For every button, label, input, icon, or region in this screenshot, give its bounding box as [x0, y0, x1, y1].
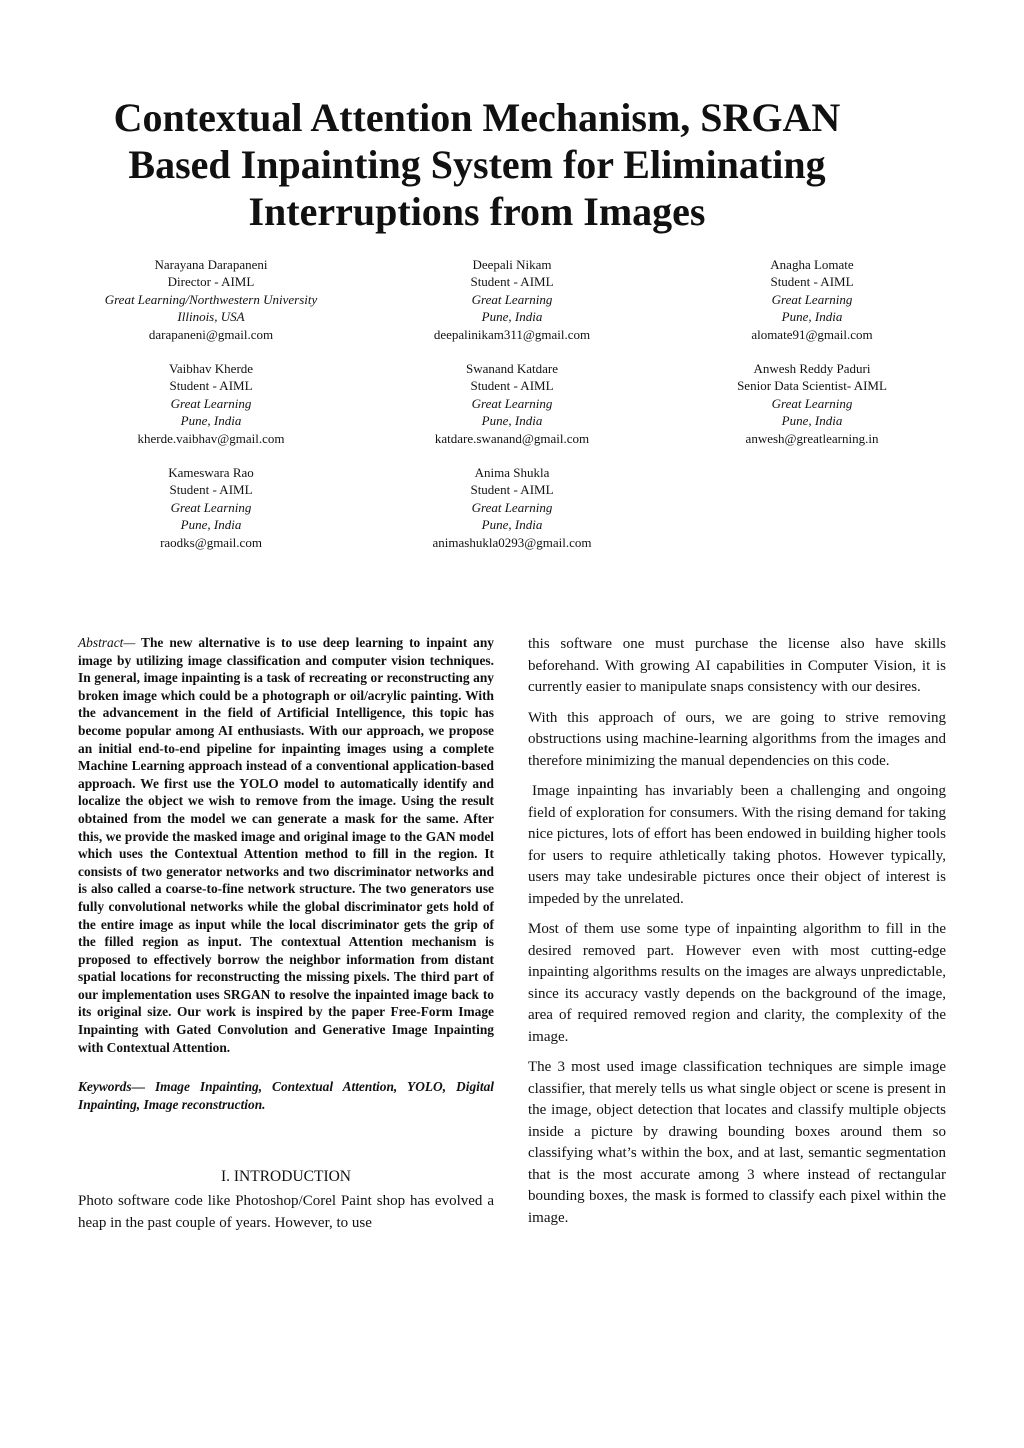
author-card: [662, 256, 962, 343]
author-location: Pune, India: [180, 517, 242, 533]
author-name: Narayana Darapaneni: [154, 257, 268, 272]
author-affiliation: Great Learning/Northwestern University: [104, 291, 318, 307]
author-name: Deepali Nikam: [472, 257, 552, 272]
author-card: [362, 360, 662, 447]
author-card: [61, 360, 361, 447]
author-role: Student - AIML: [169, 378, 253, 394]
left-column: [78, 634, 494, 1243]
author-affiliation: Great Learning: [170, 499, 252, 515]
author-role: Senior Data Scientist- AIML: [737, 378, 887, 394]
author-card: [362, 256, 662, 343]
author-email: katdare.swanand@gmail.com: [434, 430, 590, 446]
section-heading-introduction: I. INTRODUCTION: [220, 1168, 351, 1186]
author-affiliation: Great Learning: [471, 291, 553, 307]
author-role: Director - AIML: [167, 274, 255, 290]
author-affiliation: Great Learning: [771, 395, 853, 411]
author-email: kherde.vaibhav@gmail.com: [137, 430, 285, 446]
author-location: Pune, India: [481, 413, 543, 429]
author-card: [61, 256, 361, 343]
author-location: Pune, India: [781, 309, 843, 325]
author-role: Student - AIML: [470, 378, 554, 394]
body-paragraph: this software one must purchase the license also have skills beforehand. With growing AI capabilities in Computer Vision, it is currently easier to manipulate snaps consistency with our desires.: [528, 636, 946, 695]
author-email: animashukla0293@gmail.com: [432, 534, 592, 550]
author-email: anwesh@greatlearning.in: [745, 430, 879, 446]
author-role: Student - AIML: [169, 482, 253, 498]
abstract-label: Abstract—: [78, 635, 136, 650]
author-email: raodks@gmail.com: [160, 534, 262, 550]
author-name: Anwesh Reddy Paduri: [753, 361, 871, 376]
author-location: Pune, India: [180, 413, 242, 429]
author-location: Pune, India: [481, 517, 543, 533]
body-paragraph: The 3 most used image classification techniques are simple image classifier, that merely tells us what single object or scene is present in the image, object detection that locates and classify multiple objects inside a picture by drawing bounding boxes around them so classifying what’s within the box, and at last, semantic segmentation that is the most accurate among 3 where instead of rectangular bounding boxes, the mask is formed to classify each pixel within the image.: [528, 1059, 946, 1226]
body-paragraph: Most of them use some type of inpainting algorithm to fill in the desired removed part. However even with most cutting-edge inpainting algorithms results on the images are always unpredictable, since its accuracy vastly depends on the background of the image, area of required removed region and clarity, the complexity of the image.: [528, 921, 946, 1045]
body-paragraph: Image inpainting has invariably been a challenging and ongoing field of exploration for consumers. With the rising demand for taking nice pictures, lots of effort has been endowed in building higher tools for users to require athletically taking photos. However typically, users may take undesirable pictures once their object of interest is impeded by the unrelated.: [528, 783, 946, 907]
author-name: Anima Shukla: [474, 465, 550, 480]
author-name: Vaibhav Kherde: [168, 361, 254, 376]
author-affiliation: Great Learning: [471, 395, 553, 411]
author-role: Student - AIML: [470, 274, 554, 290]
author-name: Kameswara Rao: [168, 465, 254, 480]
author-name: Anagha Lomate: [770, 257, 854, 272]
paper-title: Contextual Attention Mechanism, SRGAN Based Inpainting System for Eliminating Interruptions from Images: [113, 95, 841, 234]
author-affiliation: Great Learning: [771, 291, 853, 307]
author-location: Pune, India: [781, 413, 843, 429]
author-name: Swanand Katdare: [465, 361, 559, 376]
body-paragraph: With this approach of ours, we are going to strive removing obstructions using machine-learning algorithms from the images and therefore minimizing the manual dependencies on this code.: [528, 709, 946, 769]
author-role: Student - AIML: [770, 274, 854, 290]
author-email: deepalinikam311@gmail.com: [433, 326, 591, 342]
author-location: Pune, India: [481, 309, 543, 325]
author-location: Illinois, USA: [177, 309, 245, 325]
keywords: Keywords— Image Inpainting, Contextual Attention, YOLO, Digital Inpainting, Image reconstruction.: [78, 1079, 494, 1112]
abstract-text: The new alternative is to use deep learning to inpaint any image by utilizing image classification and computer vision techniques. In general, image inpainting is a task of recreating or reconstructing any broken image which could be a photograph or oil/acrylic painting. With the advancement in the field of Artificial Intelligence, this topic has become popular among AI enthusiasts. With our approach, we propose an initial end-to-end pipeline for inpainting images using a complete Machine Learning approach instead of a conventional application-based approach. We first use the YOLO model to automatically identify and localize the object we wish to remove from the image. Using the result obtained from the model we can generate a mask for the same. After this, we provide the masked image and original image to the GAN model which uses the Contextual Attention method to fill in the region. It consists of two generator networks and two discriminator networks and is also called a coarse-to-fine network structure. The two generators use fully convolutional networks while the global discriminator gets hold of the entire image as input while the local discriminator gets the grip of the filled region as input. The contextual Attention mechanism is proposed to effectively borrow the neighbor information from distant spatial locations for reconstructing the missing pixels. The third part of our implementation uses SRGAN to resolve the inpainted image back to its original size. Our work is inspired by the paper Free-Form Image Inpainting with Gated Convolution and Generative Image Inpainting with Contextual Attention.: [78, 635, 494, 1055]
body-paragraph: Photo software code like Photoshop/Corel Paint shop has evolved a heap in the past couple of years. However, to use: [78, 1193, 494, 1231]
author-email: alomate91@gmail.com: [751, 326, 873, 342]
author-card: [362, 464, 662, 551]
author-role: Student - AIML: [470, 482, 554, 498]
author-card: [61, 464, 361, 551]
author-affiliation: Great Learning: [471, 499, 553, 515]
author-card: [662, 360, 962, 447]
author-email: darapaneni@gmail.com: [148, 326, 274, 342]
right-column: [528, 634, 946, 1238]
abstract: [78, 634, 494, 1056]
author-affiliation: Great Learning: [170, 395, 252, 411]
